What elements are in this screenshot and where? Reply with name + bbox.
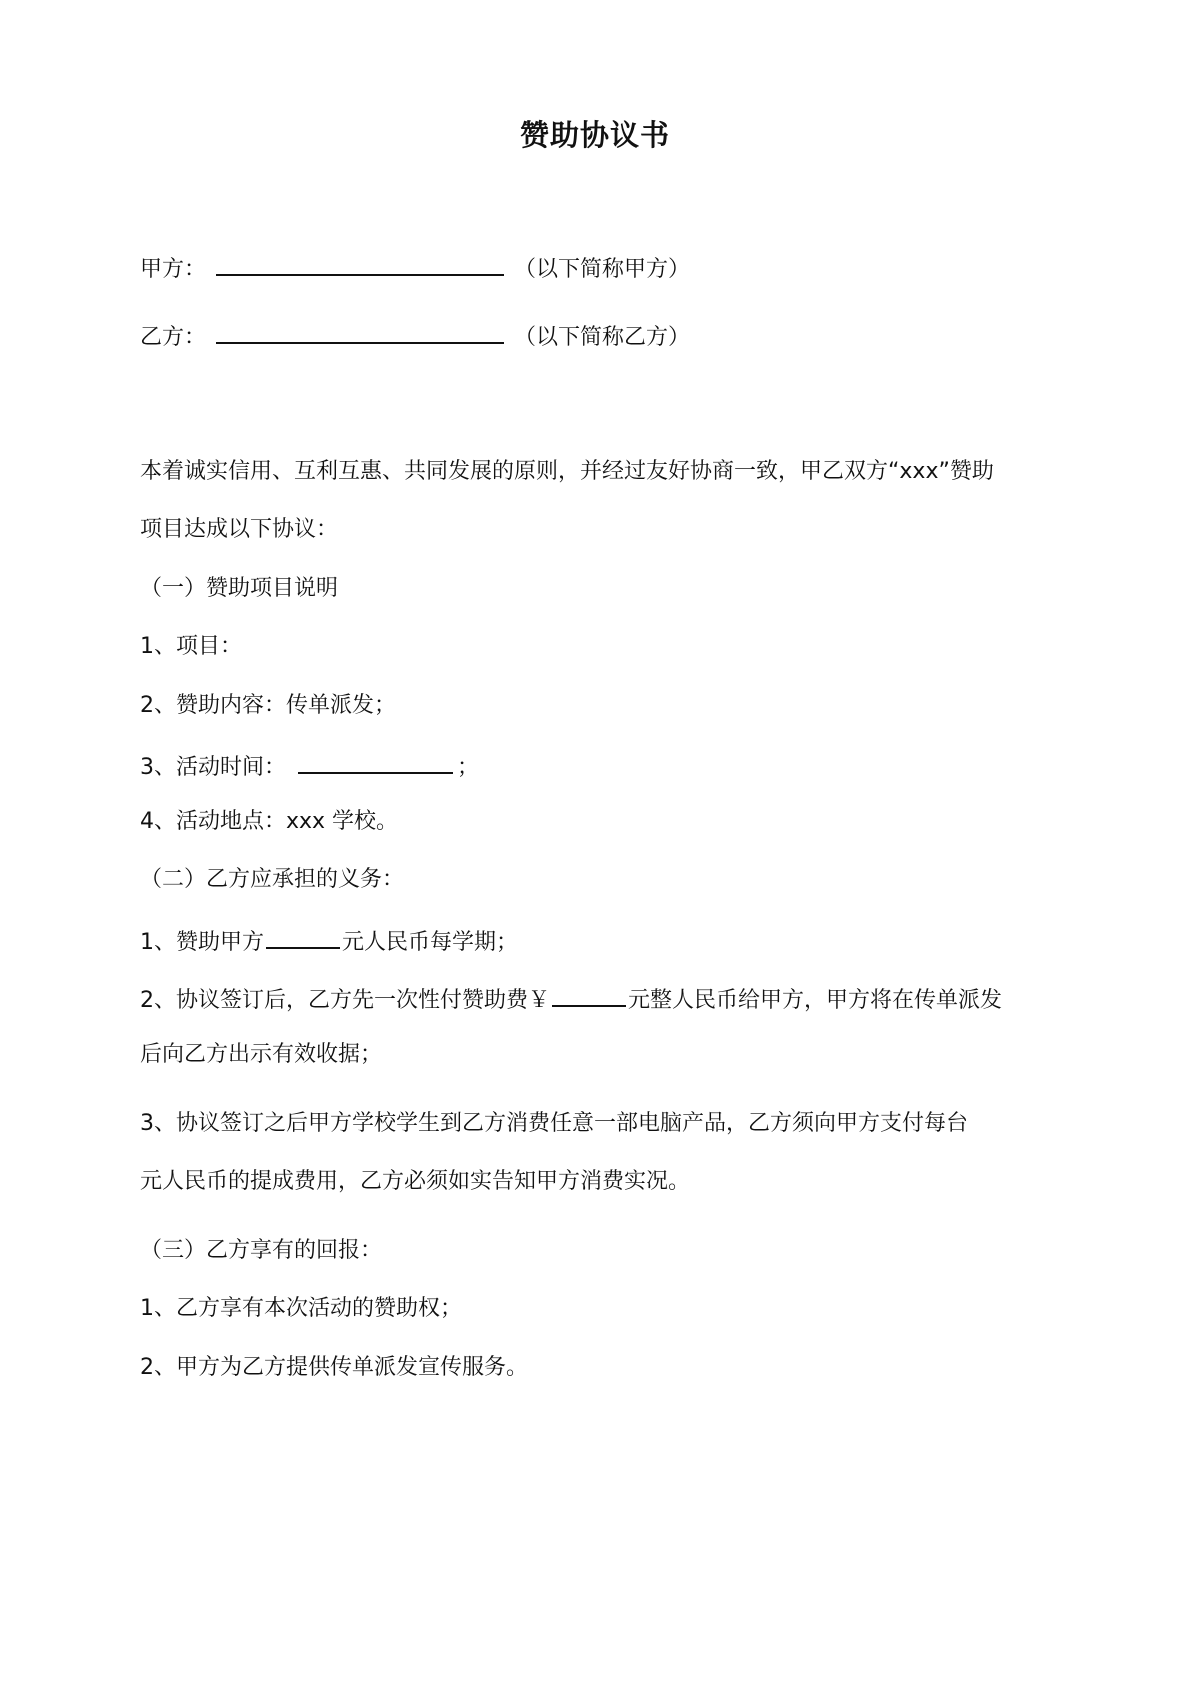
party-b-suffix: （以下简称乙方） <box>514 325 691 350</box>
section-1-item-4: 4、活动地点：xxx 学校。 <box>140 809 399 834</box>
document-title: 赞助协议书 <box>519 118 670 152</box>
section-1-item-1: 1、项目： <box>140 634 242 659</box>
activity-time-blank <box>298 750 453 774</box>
activity-time-end: ； <box>457 755 480 780</box>
party-b-label: 乙方： <box>140 325 207 350</box>
party-b-line <box>140 320 690 352</box>
section-2-item-3-line-1: 3、协议签订之后甲方学校学生到乙方消费任意一部电脑产品，乙方须向甲方支付每台 <box>140 1111 968 1136</box>
section-2-heading: （二）乙方应承担的义务： <box>140 867 405 892</box>
sponsor-amount-pre: 1、赞助甲方 <box>140 930 264 955</box>
section-2-item-2-line-2: 后向乙方出示有效收据； <box>140 1042 383 1067</box>
section-1-item-3 <box>140 750 479 782</box>
party-b-blank <box>216 320 504 344</box>
section-2-item-1 <box>140 925 518 957</box>
sponsor-amount-blank <box>266 925 340 949</box>
section-1-item-2: 2、赞助内容：传单派发； <box>140 693 396 718</box>
party-a-line <box>140 252 690 284</box>
activity-time-label: 3、活动时间： <box>140 755 286 780</box>
section-2-item-3-line-2: 元人民币的提成费用，乙方必须如实告知甲方消费实况。 <box>140 1169 691 1194</box>
intro-line-1: 本着诚实信用、互利互惠、共同发展的原则，并经过友好协商一致，甲乙双方“xxx”赞助 <box>140 459 994 484</box>
sponsor-amount-post: 元人民币每学期； <box>342 930 519 955</box>
party-a-label: 甲方： <box>140 257 207 282</box>
intro-line-2: 项目达成以下协议： <box>140 517 339 542</box>
party-a-suffix: （以下简称甲方） <box>514 257 691 282</box>
sponsor-fee-pre: 2、协议签订后，乙方先一次性付赞助费￥ <box>140 988 550 1013</box>
sponsor-fee-post: 元整人民币给甲方，甲方将在传单派发 <box>628 988 1003 1013</box>
section-3-item-2: 2、甲方为乙方提供传单派发宣传服务。 <box>140 1355 528 1380</box>
section-3-item-1: 1、乙方享有本次活动的赞助权； <box>140 1296 462 1321</box>
party-a-blank <box>216 252 504 276</box>
section-2-item-2 <box>140 983 1002 1015</box>
section-1-heading: （一）赞助项目说明 <box>140 576 339 601</box>
section-3-heading: （三）乙方享有的回报： <box>140 1238 383 1263</box>
sponsor-fee-blank <box>552 983 626 1007</box>
